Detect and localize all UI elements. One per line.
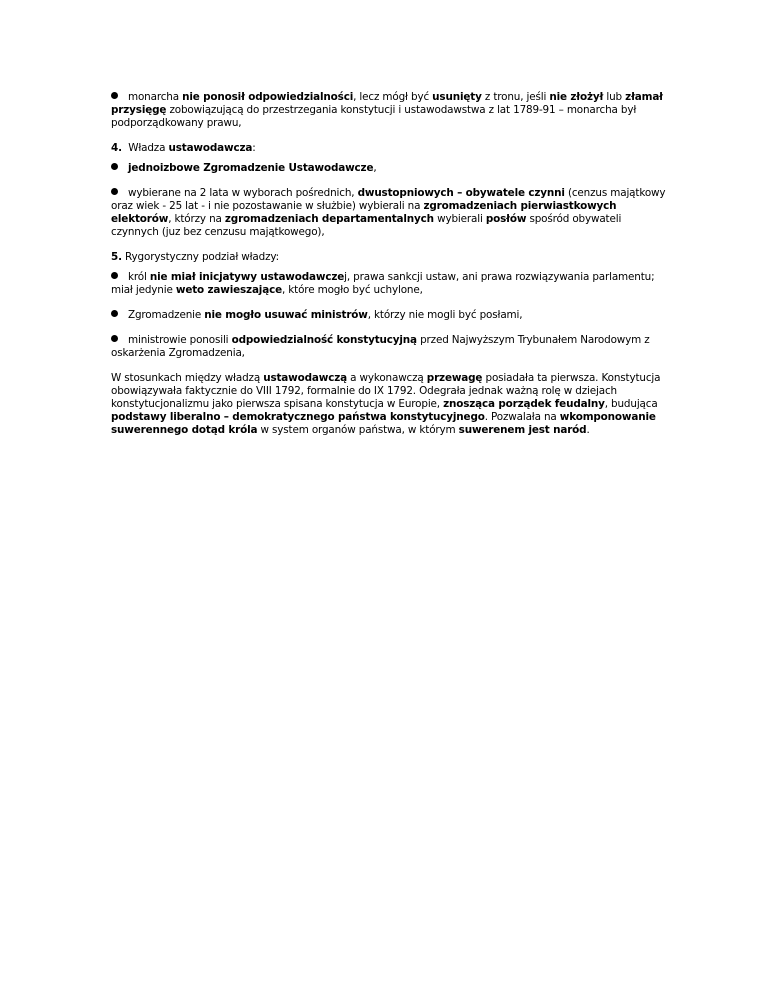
text-run-bold: znosząca porządek feudalny — [443, 398, 605, 410]
bullet-paragraph-ministers-removal — [111, 309, 669, 322]
text-run-bold: przewagę — [426, 372, 483, 384]
text-run: (cenzus majątkowy oraz wiek - 25 lat - i nie pozostawanie w służbie) wybierali na — [111, 187, 666, 212]
text-run-bold: odpowiedzialność konstytucyjną — [231, 334, 417, 346]
text-run: w system organów państwa, w którym — [257, 424, 459, 436]
text-run: lub — [603, 91, 626, 103]
text-run-bold: usunięty — [432, 91, 482, 103]
closing-paragraph — [111, 372, 669, 437]
text-run: , budująca — [604, 398, 658, 410]
text-run: posiadała ta pierwsza. Konstytucja obowiązywała faktycznie do VIII 1792, formalnie do IX 1792. Odegrała jednak ważną rolę w dziejach konstytucjonalizmu jako pierwsza spisana konstytucja w Europie, — [111, 372, 661, 410]
bullet-icon — [111, 163, 118, 170]
text-run: : — [252, 142, 256, 154]
text-run: zobowiązującą do przestrzegania konstytucji i ustawodawstwa z lat 1789-91 – monarcha był podporządkowany prawu, — [111, 104, 637, 129]
text-run: j, prawa sankcji ustaw, ani prawa rozwiązywania parlamentu; miał jedynie — [111, 271, 655, 296]
text-run: Rygorystyczny podział władzy: — [121, 251, 279, 263]
bullet-icon — [111, 310, 118, 317]
text-run: przed Najwyższym Trybunałem Narodowym z oskarżenia Zgromadzenia, — [111, 334, 650, 359]
text-run: , lecz mógł być — [353, 91, 433, 103]
text-run: z tronu, jeśli — [481, 91, 550, 103]
text-run: spośród obywateli czynnych (juz bez cenzusu majątkowego), — [111, 213, 622, 238]
text-run: ministrowie ponosili — [128, 334, 232, 346]
bullet-icon — [111, 188, 118, 195]
text-run: , którzy na — [168, 213, 225, 225]
text-run-bold: dwustopniowych – obywatele czynni — [357, 187, 565, 199]
bullet-icon — [111, 272, 118, 279]
text-run-bold: wkomponowanie suwerennego dotąd króla — [111, 411, 656, 436]
text-run-bold: zgromadzeniach departamentalnych — [224, 213, 434, 225]
section-heading-4 — [111, 142, 669, 155]
section-heading-5 — [111, 251, 669, 264]
text-run: a wykonawczą — [346, 372, 427, 384]
text-run-bold: jednoizbowe Zgromadzenie Ustawodawcze — [128, 162, 374, 174]
text-run-bold: podstawy liberalno – demokratycznego państwa konstytucyjnego — [111, 411, 485, 423]
text-run: król — [128, 271, 150, 283]
text-run-bold: zgromadzeniach pierwiastkowych elektorów — [111, 200, 617, 225]
text-run: , którzy nie mogli być posłami, — [367, 309, 523, 321]
text-run: wybierali — [433, 213, 486, 225]
text-run: , — [373, 162, 377, 174]
section-number: 4. — [111, 142, 122, 154]
text-run-bold: ustawodawcza — [168, 142, 253, 154]
text-run-bold: nie mogło usuwać ministrów — [204, 309, 368, 321]
bullet-icon — [111, 92, 118, 99]
text-run-bold: ustawodawczą — [263, 372, 347, 384]
bullet-paragraph-assembly — [111, 162, 669, 175]
text-run-bold: złamał przysięgę — [111, 91, 663, 116]
text-run: . — [586, 424, 590, 436]
section-number: 5. — [111, 251, 122, 263]
text-run-bold: nie złożył — [549, 91, 604, 103]
text-run-bold: suwerenem jest naród — [458, 424, 587, 436]
bullet-icon — [111, 335, 118, 342]
text-run: W stosunkach między władzą — [111, 372, 264, 384]
bullet-paragraph-ministers-responsibility — [111, 334, 669, 360]
text-run: wybierane na 2 lata w wyborach pośrednich, — [128, 187, 358, 199]
bullet-paragraph-elections — [111, 187, 669, 239]
text-run-bold: weto zawieszające — [175, 284, 282, 296]
text-run: monarcha — [128, 91, 183, 103]
text-run-bold: nie ponosił odpowiedzialności — [182, 91, 354, 103]
bullet-paragraph-king — [111, 271, 669, 297]
text-run: Zgromadzenie — [128, 309, 205, 321]
text-run-bold: posłów — [485, 213, 527, 225]
text-run: . Pozwalała na — [484, 411, 560, 423]
bullet-paragraph-monarch — [111, 91, 669, 130]
text-run: Władza — [121, 142, 169, 154]
text-run: , które mogło być uchylone, — [282, 284, 423, 296]
document-body — [111, 91, 669, 449]
text-run-bold: nie miał inicjatywy ustawodawcze — [149, 271, 345, 283]
